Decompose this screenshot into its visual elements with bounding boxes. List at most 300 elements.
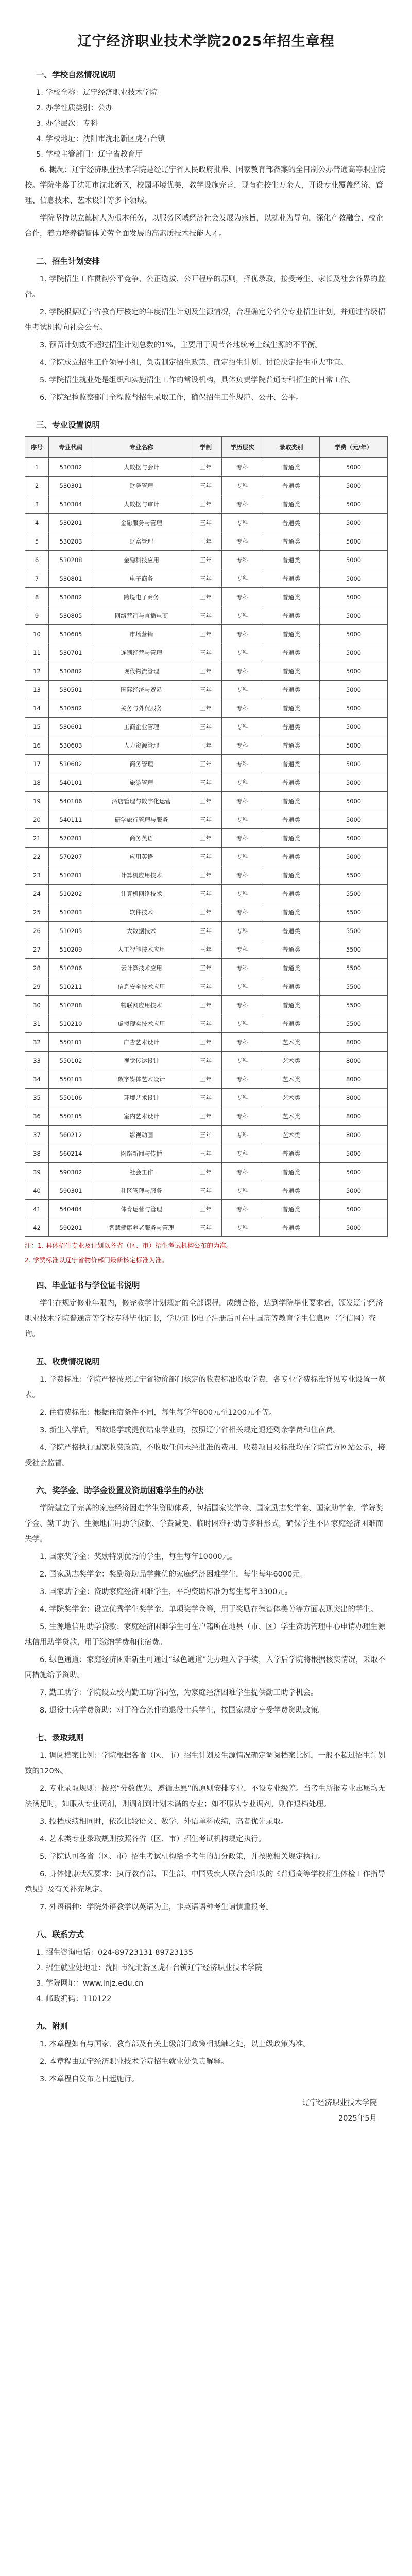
table-cell: 专科 — [222, 903, 263, 922]
table-cell: 530601 — [49, 718, 93, 736]
table-cell: 12 — [25, 662, 49, 681]
table-cell: 普通类 — [263, 662, 320, 681]
table-cell: 三年 — [190, 736, 222, 755]
table-cell: 8000 — [320, 1070, 388, 1089]
fee-para: 4. 学院严格执行国家收费政策，不收取任何未经批准的费用，收费项目及标准均在学院官方网站公示，接受社会监督。 — [25, 1444, 385, 1467]
table-cell: 5000 — [320, 792, 388, 810]
table-cell: 5000 — [320, 643, 388, 662]
table-cell: 普通类 — [263, 922, 320, 940]
table-cell: 550105 — [49, 1107, 93, 1126]
table-cell: 虚拟现实技术应用 — [93, 1014, 190, 1033]
table-cell: 570207 — [49, 848, 93, 866]
table-row — [25, 699, 388, 718]
table-row — [25, 569, 388, 588]
table-cell: 5500 — [320, 959, 388, 977]
table-row — [25, 625, 388, 643]
table-row — [25, 588, 388, 606]
table-cell: 5000 — [320, 718, 388, 736]
table-cell: 普通类 — [263, 903, 320, 922]
table-row — [25, 1144, 388, 1163]
section-heading-7: 七、录取规则 — [36, 1733, 84, 1742]
section-heading-6: 六、奖学金、助学金设置及资助困难学生的办法 — [36, 1486, 204, 1495]
table-cell: 专科 — [222, 1107, 263, 1126]
table-cell: 普通类 — [263, 477, 320, 495]
table-cell: 专科 — [222, 1163, 263, 1181]
table-cell: 33 — [25, 1052, 49, 1070]
table-cell: 5000 — [320, 551, 388, 569]
table-cell: 社会工作 — [93, 1163, 190, 1181]
table-cell: 金融服务与管理 — [93, 514, 190, 532]
school-type-line: 2. 办学性质类别：公办 — [36, 104, 113, 112]
table-cell: 专科 — [222, 1014, 263, 1033]
table-cell: 8000 — [320, 1089, 388, 1107]
table-cell: 市场营销 — [93, 625, 190, 643]
table-cell: 工商企业管理 — [93, 718, 190, 736]
table-cell: 商务管理 — [93, 755, 190, 773]
table-cell: 三年 — [190, 1144, 222, 1163]
school-level-line: 3. 办学层次：专科 — [36, 120, 98, 128]
table-cell: 5500 — [320, 885, 388, 903]
table-cell: 5500 — [320, 866, 388, 885]
table-cell: 10 — [25, 625, 49, 643]
table-cell: 三年 — [190, 495, 222, 514]
section-heading-2: 二、招生计划安排 — [36, 257, 100, 266]
table-cell: 专科 — [222, 477, 263, 495]
table-cell: 5000 — [320, 569, 388, 588]
table-header-cell: 专业名称 — [93, 437, 190, 458]
table-cell: 5000 — [320, 1218, 388, 1237]
table-cell: 专科 — [222, 662, 263, 681]
table-cell: 23 — [25, 866, 49, 885]
table-cell: 现代物流管理 — [93, 662, 190, 681]
table-cell: 15 — [25, 718, 49, 736]
table-cell: 三年 — [190, 848, 222, 866]
table-cell: 专科 — [222, 792, 263, 810]
table-cell: 26 — [25, 922, 49, 940]
table-cell: 室内艺术设计 — [93, 1107, 190, 1126]
table-cell: 三年 — [190, 829, 222, 848]
table-cell: 专科 — [222, 606, 263, 625]
table-cell: 530203 — [49, 532, 93, 551]
table-cell: 计算机网络技术 — [93, 885, 190, 903]
aid-para: 5. 生源地信用助学贷款：家庭经济困难学生可在户籍所在地县（市、区）学生资助管理中心申请办理生源地信用助学贷款，用于缴纳学费和住宿费。 — [25, 1623, 385, 1647]
table-cell: 5000 — [320, 588, 388, 606]
table-cell: 普通类 — [263, 773, 320, 792]
table-cell: 三年 — [190, 1218, 222, 1237]
table-cell: 专科 — [222, 1126, 263, 1144]
table-cell: 37 — [25, 1126, 49, 1144]
table-row — [25, 922, 388, 940]
table-cell: 专科 — [222, 810, 263, 829]
table-cell: 大数据与会计 — [93, 458, 190, 477]
table-cell: 三年 — [190, 940, 222, 959]
table-cell: 专科 — [222, 885, 263, 903]
charter-page — [25, 0, 387, 2126]
table-cell: 艺术类 — [263, 1089, 320, 1107]
appendix-para: 1. 本章程如有与国家、教育部及有关上级部门政策相抵触之处，以上级政策为准。 — [40, 2040, 311, 2048]
table-cell: 专科 — [222, 959, 263, 977]
table-cell: 510202 — [49, 885, 93, 903]
table-cell: 30 — [25, 996, 49, 1014]
table-cell: 5000 — [320, 1163, 388, 1181]
table-cell: 三年 — [190, 1052, 222, 1070]
table-cell: 5000 — [320, 755, 388, 773]
table-cell: 5000 — [320, 625, 388, 643]
table-cell: 28 — [25, 959, 49, 977]
table-cell: 普通类 — [263, 495, 320, 514]
table-cell: 570201 — [49, 829, 93, 848]
majors-table-body — [25, 458, 388, 1237]
table-cell: 510208 — [49, 996, 93, 1014]
table-row — [25, 1052, 388, 1070]
table-row — [25, 959, 388, 977]
table-cell: 体育运营与管理 — [93, 1200, 190, 1218]
table-cell: 41 — [25, 1200, 49, 1218]
table-cell: 三年 — [190, 959, 222, 977]
table-row — [25, 477, 388, 495]
table-cell: 三年 — [190, 1126, 222, 1144]
table-cell: 530502 — [49, 699, 93, 718]
contact-postcode: 4. 邮政编码：110122 — [36, 1995, 112, 2003]
table-cell: 510211 — [49, 977, 93, 996]
table-cell: 5000 — [320, 848, 388, 866]
contact-phone: 1. 招生咨询电话：024-89723131 89723135 — [36, 1948, 194, 1957]
certificate-para: 学生在规定修业年限内，修完教学计划规定的全部课程，成绩合格，达到学院毕业要求者，颁发辽宁经济职业技术学院普通高等学校专科毕业证书，学历证书电子注册后可在中国高等教育学生信息网（学信网）查询。 — [25, 1299, 383, 1338]
table-cell: 普通类 — [263, 959, 320, 977]
table-cell: 35 — [25, 1089, 49, 1107]
table-cell: 5500 — [320, 977, 388, 996]
table-cell: 5000 — [320, 532, 388, 551]
table-cell: 专科 — [222, 922, 263, 940]
contact-website[interactable]: 3. 学院网址：www.lnjz.edu.cn — [36, 1979, 144, 1988]
table-cell: 专科 — [222, 829, 263, 848]
table-cell: 510206 — [49, 959, 93, 977]
table-row — [25, 1107, 388, 1126]
table-cell: 三年 — [190, 532, 222, 551]
table-cell: 专科 — [222, 588, 263, 606]
appendix-para: 2. 本章程由辽宁经济职业技术学院招生就业处负责解释。 — [40, 2058, 229, 2066]
school-name-line: 1. 学校全称：辽宁经济职业技术学院 — [36, 89, 158, 97]
table-cell: 专科 — [222, 755, 263, 773]
table-cell: 专科 — [222, 551, 263, 569]
table-header-cell: 学历层次 — [222, 437, 263, 458]
table-row — [25, 773, 388, 792]
table-cell: 国际经济与贸易 — [93, 681, 190, 699]
table-cell: 专科 — [222, 514, 263, 532]
table-cell: 物联网应用技术 — [93, 996, 190, 1014]
table-cell: 普通类 — [263, 885, 320, 903]
table-cell: 510201 — [49, 866, 93, 885]
section-heading-4: 四、毕业证书与学位证书说明 — [36, 1281, 140, 1290]
plan-para: 3. 预留计划数不超过招生计划总数的1%，主要用于调节各地统考上线生源的不平衡。 — [40, 341, 322, 349]
table-cell: 5500 — [320, 940, 388, 959]
table-cell: 专科 — [222, 1181, 263, 1200]
table-cell: 专科 — [222, 736, 263, 755]
table-cell: 510203 — [49, 903, 93, 922]
table-cell: 专科 — [222, 718, 263, 736]
table-row — [25, 848, 388, 866]
fee-para: 2. 住宿费标准：根据住宿条件不同，每生每学年800元至1200元不等。 — [40, 1409, 277, 1417]
table-cell: 三年 — [190, 1014, 222, 1033]
table-cell: 专科 — [222, 458, 263, 477]
table-cell: 9 — [25, 606, 49, 625]
school-overview-para: 6. 概况：辽宁经济职业技术学院是经辽宁省人民政府批准、国家教育部备案的全日制公办普通高等职业院校。学院坐落于沈阳市沈北新区，校园环境优美，教学设施完善，现有在校生万余人，开设专业覆盖经济、管理、信息技术、艺术设计等多个领域。 — [25, 166, 385, 205]
table-cell: 艺术类 — [263, 1033, 320, 1052]
table-cell: 22 — [25, 848, 49, 866]
table-cell: 530201 — [49, 514, 93, 532]
table-cell: 社区管理与服务 — [93, 1181, 190, 1200]
table-cell: 5000 — [320, 458, 388, 477]
table-cell: 三年 — [190, 643, 222, 662]
table-cell: 普通类 — [263, 551, 320, 569]
signature-org: 辽宁经济职业技术学院 — [302, 2099, 377, 2107]
table-cell: 普通类 — [263, 588, 320, 606]
admission-rule-para: 6. 身体健康状况要求：执行教育部、卫生部、中国残疾人联合会印发的《普通高等学校招生体检工作指导意见》及有关补充规定。 — [25, 1870, 385, 1894]
table-cell: 34 — [25, 1070, 49, 1089]
table-cell: 广告艺术设计 — [93, 1033, 190, 1052]
table-cell: 11 — [25, 643, 49, 662]
table-row — [25, 1070, 388, 1089]
appendix-para: 3. 本章程自发布之日起施行。 — [40, 2075, 139, 2083]
table-row — [25, 996, 388, 1014]
majors-table — [25, 436, 388, 1237]
school-mission-para: 学院坚持以立德树人为根本任务，以服务区域经济社会发展为宗旨，以就业为导向，深化产教融合、校企合作，着力培养德智体美劳全面发展的高素质技术技能人才。 — [25, 214, 383, 238]
table-cell: 专科 — [222, 996, 263, 1014]
table-cell: 530304 — [49, 495, 93, 514]
table-note: 注：1. 具体招生专业及计划以各省（区、市）招生考试机构公布的为准。 — [25, 1242, 233, 1249]
table-cell: 三年 — [190, 1163, 222, 1181]
table-cell: 三年 — [190, 1181, 222, 1200]
fee-para: 3. 新生入学后，因故退学或提前结束学业的，按照辽宁省相关规定退还剩余学费和住宿费。 — [40, 1426, 340, 1434]
table-cell: 财务管理 — [93, 477, 190, 495]
table-cell: 专科 — [222, 1070, 263, 1089]
table-cell: 530801 — [49, 569, 93, 588]
table-cell: 8000 — [320, 1126, 388, 1144]
table-cell: 5500 — [320, 922, 388, 940]
table-cell: 普通类 — [263, 940, 320, 959]
table-cell: 艺术类 — [263, 1052, 320, 1070]
table-cell: 人力资源管理 — [93, 736, 190, 755]
table-cell: 5000 — [320, 1181, 388, 1200]
plan-para: 1. 学院招生工作贯彻公平竞争、公正选拔、公开程序的原则，择优录取，接受考生、家长及社会各界的监督。 — [25, 275, 385, 299]
table-row — [25, 903, 388, 922]
table-row — [25, 792, 388, 810]
table-cell: 艺术类 — [263, 1107, 320, 1126]
table-cell: 510205 — [49, 922, 93, 940]
table-row — [25, 1089, 388, 1107]
contact-address: 2. 招生就业处地址：沈阳市沈北新区虎石台镇辽宁经济职业技术学院 — [36, 1964, 262, 1972]
table-cell: 36 — [25, 1107, 49, 1126]
table-header-cell: 专业代码 — [49, 437, 93, 458]
table-row — [25, 1033, 388, 1052]
table-cell: 550103 — [49, 1070, 93, 1089]
table-cell: 25 — [25, 903, 49, 922]
section-heading-8: 八、联系方式 — [36, 1930, 84, 1939]
table-cell: 三年 — [190, 810, 222, 829]
aid-para: 学院建立了完善的家庭经济困难学生资助体系，包括国家奖学金、国家励志奖学金、国家助学金、学院奖学金、勤工助学、生源地信用助学贷款、学费减免、临时困难补助等多种形式，确保学生不因家庭经济困难而失学。 — [25, 1504, 383, 1544]
table-cell: 专科 — [222, 699, 263, 718]
table-cell: 三年 — [190, 773, 222, 792]
table-cell: 专科 — [222, 1218, 263, 1237]
table-cell: 530605 — [49, 625, 93, 643]
table-row — [25, 755, 388, 773]
table-cell: 普通类 — [263, 458, 320, 477]
table-cell: 专科 — [222, 1052, 263, 1070]
table-cell: 三年 — [190, 977, 222, 996]
table-row — [25, 1218, 388, 1237]
table-cell: 艺术类 — [263, 1126, 320, 1144]
table-cell: 财富管理 — [93, 532, 190, 551]
table-cell: 19 — [25, 792, 49, 810]
table-cell: 540404 — [49, 1200, 93, 1218]
table-header-cell: 学制 — [190, 437, 222, 458]
table-cell: 560212 — [49, 1126, 93, 1144]
table-cell: 信息安全技术应用 — [93, 977, 190, 996]
table-cell: 普通类 — [263, 514, 320, 532]
table-cell: 普通类 — [263, 792, 320, 810]
admission-rule-para: 5. 学院认可各省（区、市）招生考试机构给予考生的加分政策，并按照相关规定执行。 — [40, 1853, 325, 1861]
table-cell: 大数据与审计 — [93, 495, 190, 514]
table-cell: 影视动画 — [93, 1126, 190, 1144]
table-cell: 酒店管理与数字化运营 — [93, 792, 190, 810]
section-heading-1: 一、学校自然情况说明 — [36, 70, 116, 79]
table-row — [25, 681, 388, 699]
table-cell: 普通类 — [263, 1144, 320, 1163]
table-cell: 530805 — [49, 606, 93, 625]
table-row — [25, 866, 388, 885]
table-cell: 专科 — [222, 643, 263, 662]
table-cell: 云计算技术应用 — [93, 959, 190, 977]
fee-para: 1. 学费标准：学院严格按照辽宁省物价部门核定的收费标准收取学费，各专业学费标准详见专业设置一览表。 — [25, 1376, 385, 1399]
table-cell: 三年 — [190, 458, 222, 477]
aid-para: 8. 退役士兵学费资助：对于符合条件的退役士兵学生，按国家规定享受学费资助政策。 — [40, 1706, 325, 1715]
table-cell: 8000 — [320, 1033, 388, 1052]
table-cell: 590302 — [49, 1163, 93, 1181]
table-cell: 专科 — [222, 977, 263, 996]
table-cell: 5000 — [320, 514, 388, 532]
table-cell: 网络新闻与传播 — [93, 1144, 190, 1163]
table-cell: 专科 — [222, 1033, 263, 1052]
table-cell: 20 — [25, 810, 49, 829]
table-cell: 三年 — [190, 588, 222, 606]
table-cell: 3 — [25, 495, 49, 514]
table-cell: 软件技术 — [93, 903, 190, 922]
table-cell: 智慧健康养老服务与管理 — [93, 1218, 190, 1237]
table-cell: 普通类 — [263, 606, 320, 625]
table-cell: 5500 — [320, 996, 388, 1014]
admission-rule-para: 7. 外语语种：学院外语教学以英语为主，非英语语种考生请慎重报考。 — [40, 1903, 273, 1911]
table-cell: 530208 — [49, 551, 93, 569]
table-header-cell: 录取类别 — [263, 437, 320, 458]
table-cell: 590301 — [49, 1181, 93, 1200]
aid-para: 4. 学院奖学金：设立优秀学生奖学金、单项奖学金等，用于奖励在德智体美劳等方面表现突出的学生。 — [40, 1605, 378, 1614]
table-cell: 三年 — [190, 699, 222, 718]
table-cell: 16 — [25, 736, 49, 755]
table-cell: 普通类 — [263, 736, 320, 755]
table-cell: 三年 — [190, 662, 222, 681]
signature-date: 2025年5月 — [338, 2114, 377, 2123]
section-heading-5: 五、收费情况说明 — [36, 1357, 100, 1366]
table-cell: 大数据技术 — [93, 922, 190, 940]
table-cell: 艺术类 — [263, 1070, 320, 1089]
table-cell: 普通类 — [263, 625, 320, 643]
aid-para: 1. 国家奖学金：奖励特别优秀的学生，每生每年10000元。 — [40, 1553, 237, 1561]
table-cell: 530602 — [49, 755, 93, 773]
table-cell: 三年 — [190, 718, 222, 736]
table-row — [25, 1181, 388, 1200]
table-cell: 三年 — [190, 996, 222, 1014]
plan-para: 2. 学院根据辽宁省教育厅核定的年度招生计划及生源情况，合理确定分省分专业招生计划，并通过省级招生考试机构向社会公布。 — [25, 308, 385, 332]
table-cell: 530701 — [49, 643, 93, 662]
table-cell: 三年 — [190, 1200, 222, 1218]
table-cell: 普通类 — [263, 569, 320, 588]
table-cell: 5000 — [320, 829, 388, 848]
table-cell: 6 — [25, 551, 49, 569]
table-row — [25, 606, 388, 625]
table-cell: 三年 — [190, 1070, 222, 1089]
plan-para: 5. 学院招生就业处是组织和实施招生工作的常设机构，具体负责学院普通专科招生的日常工作。 — [40, 376, 355, 384]
table-row — [25, 810, 388, 829]
table-cell: 5000 — [320, 1200, 388, 1218]
table-cell: 5500 — [320, 903, 388, 922]
table-header-cell: 序号 — [25, 437, 49, 458]
table-row — [25, 1126, 388, 1144]
table-cell: 39 — [25, 1163, 49, 1181]
table-cell: 560214 — [49, 1144, 93, 1163]
admission-rule-para: 3. 投档成绩相同时，依次比较语文、数学、外语单科成绩，高者优先录取。 — [40, 1818, 288, 1826]
table-cell: 三年 — [190, 1033, 222, 1052]
table-cell: 530301 — [49, 477, 93, 495]
table-cell: 5000 — [320, 681, 388, 699]
table-cell: 510210 — [49, 1014, 93, 1033]
table-cell: 5000 — [320, 495, 388, 514]
table-cell: 三年 — [190, 606, 222, 625]
table-cell: 应用英语 — [93, 848, 190, 866]
table-cell: 视觉传达设计 — [93, 1052, 190, 1070]
table-cell: 专科 — [222, 866, 263, 885]
table-cell: 专科 — [222, 1144, 263, 1163]
table-cell: 跨境电子商务 — [93, 588, 190, 606]
table-cell: 普通类 — [263, 1181, 320, 1200]
table-cell: 530802 — [49, 662, 93, 681]
table-cell: 550101 — [49, 1033, 93, 1052]
aid-para: 2. 国家励志奖学金：奖励资助品学兼优的家庭经济困难学生，每生每年6000元。 — [40, 1570, 307, 1579]
table-cell: 三年 — [190, 625, 222, 643]
table-cell: 普通类 — [263, 699, 320, 718]
table-cell: 550106 — [49, 1089, 93, 1107]
table-row — [25, 885, 388, 903]
table-cell: 普通类 — [263, 996, 320, 1014]
aid-para: 3. 国家助学金：资助家庭经济困难学生，平均资助标准为每生每年3300元。 — [40, 1588, 293, 1596]
table-cell: 普通类 — [263, 643, 320, 662]
table-cell: 5000 — [320, 662, 388, 681]
table-cell: 5 — [25, 532, 49, 551]
table-cell: 普通类 — [263, 848, 320, 866]
table-cell: 510209 — [49, 940, 93, 959]
school-authority-line: 5. 学校主管部门：辽宁省教育厅 — [36, 150, 143, 159]
table-cell: 7 — [25, 569, 49, 588]
table-cell: 普通类 — [263, 718, 320, 736]
table-cell: 1 — [25, 458, 49, 477]
table-row — [25, 495, 388, 514]
table-cell: 三年 — [190, 885, 222, 903]
table-row — [25, 514, 388, 532]
table-cell: 普通类 — [263, 866, 320, 885]
table-cell: 590201 — [49, 1218, 93, 1237]
table-cell: 连锁经营与管理 — [93, 643, 190, 662]
table-cell: 三年 — [190, 477, 222, 495]
table-cell: 530802 — [49, 588, 93, 606]
